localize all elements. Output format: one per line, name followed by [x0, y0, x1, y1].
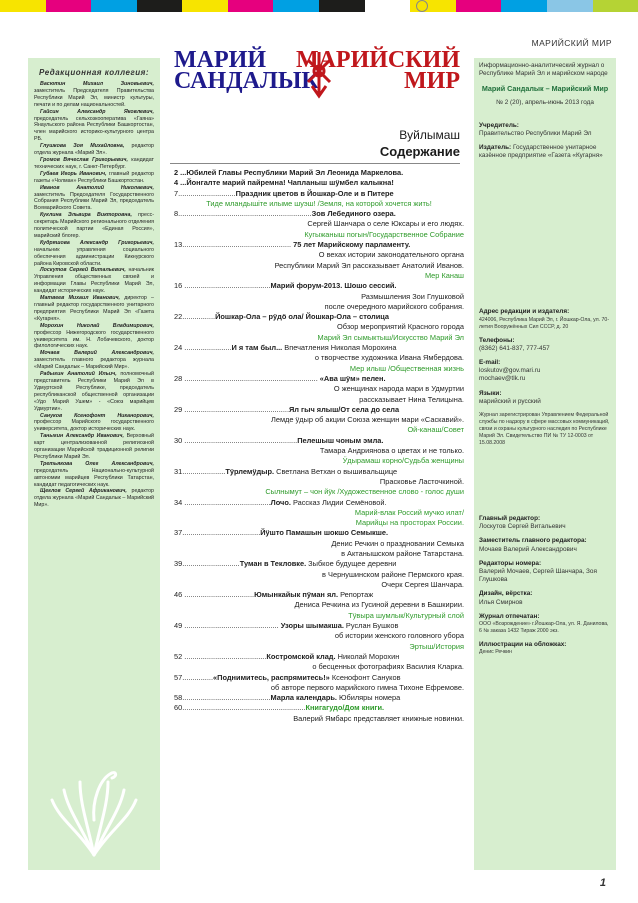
address-label: Адрес редакции и издателя: [479, 308, 570, 316]
toc-text: О вехах истории законодательного органа [318, 250, 464, 260]
printer: ООО «Возрождение» г.Йошкар-Ола, ул. Я. Данилова, 6 № заказа 1432 Тираж 2000 экз. [479, 621, 609, 635]
toc-text: Республики Марий Эл рассказывает Анатолий Иванов. [274, 260, 464, 270]
board-member [34, 371, 154, 412]
toc-text: 31..................... [174, 466, 226, 476]
toc-text: Эртыш/История [409, 641, 464, 651]
toc-text: 22................ [174, 312, 216, 322]
board-member [34, 109, 154, 144]
toc-text: 29 ................................................... [174, 404, 289, 414]
journal-title: Марий Сандалык – Марийский Мир [481, 84, 609, 94]
toc-article-title: И я там был... [231, 343, 283, 353]
toc-line [174, 467, 464, 477]
deputy-editor: Мочаев Валерий Александрович [479, 545, 577, 553]
toc-article-title: Йӱшто Памашын шокшо Семыкше. [260, 528, 389, 538]
toc-text: в Чернушинском районе Пермского края. [322, 569, 464, 579]
board-member [34, 267, 154, 295]
toc-text: 58........................................... [174, 693, 271, 703]
toc-article-title: Марла календарь. [270, 693, 337, 703]
toc-article-title: 75 лет Марийскому парламенту. [293, 240, 411, 250]
toc-article-title: Туман в Текловке. [239, 559, 307, 569]
toc-line [174, 292, 464, 302]
toc-article-title: Юмынкайык пӱман ял. [254, 590, 339, 600]
color-swatch [365, 0, 411, 12]
board-member-name: Иванов Анатолий Николаевич, [40, 184, 154, 191]
toc-line [174, 322, 464, 332]
board-member-name: Куклина Эльвира Викторовна, [40, 212, 132, 219]
toc-section-heading [174, 271, 464, 281]
toc-text: Прасковье Ласточкиной. [379, 476, 464, 486]
toc-line [174, 600, 464, 610]
board-member [34, 323, 154, 351]
board-member-name: Громов Вячеслав Григорьевич, [40, 156, 128, 163]
board-member [34, 157, 154, 171]
contents-title-russian: Содержание [379, 144, 460, 159]
toc-text: Ӱдырамаш корно/Судьба женщины [342, 456, 464, 466]
phone: (8362) 641-837, 777-457 [479, 344, 550, 352]
email-label: E-mail: [479, 359, 501, 367]
issue-editors: Валерий Мочаев, Сергей Шанчара, Зоя Глушкова [479, 568, 597, 584]
board-member-desc: председатель сельхозкооператива «Гаяна» Янаульского района Республики Башкортостан, член марийского историко-культурного центра РБ. [34, 115, 154, 143]
publisher: Государственное унитарное казённое предприятие «Газета «Кугарня» [479, 144, 603, 160]
toc-line [174, 621, 464, 631]
toc-text: Сылнымут – чон йӱк /Художественное слово - голос души [265, 487, 464, 497]
board-member-desc: главный редактор газеты «Чолман» Республики Башкортостан. [34, 170, 154, 184]
toc-text: Впечатления Николая Морохина [282, 343, 397, 353]
board-member-desc: Верховный карт централизованной религиозной организации Марийской традиционной религии Республики Марий Эл. [34, 433, 154, 460]
board-member [34, 143, 154, 157]
toc-line [174, 580, 464, 590]
board-member [34, 212, 154, 240]
board-member [34, 433, 154, 461]
color-swatch [273, 0, 319, 12]
toc-section-heading [174, 487, 464, 497]
toc-text: Марий-влак Россий мучко илат/ [354, 507, 464, 517]
contents-title-mari: Вуйлымаш [399, 128, 460, 142]
toc-text: Юбиляры номера [336, 693, 401, 703]
logo-russian-line2: МИР [404, 68, 460, 94]
toc-line [174, 446, 464, 456]
board-member [34, 350, 154, 371]
toc-text: Дениса Речкина из Гусиной деревни в Башкирии. [294, 600, 464, 610]
color-swatch [46, 0, 92, 12]
issue-editors-label: Редакторы номера: [479, 559, 542, 567]
color-swatch [593, 0, 638, 12]
toc-line [174, 240, 464, 250]
publisher-block [479, 144, 611, 160]
registration-info: Журнал зарегистрирован Управлением Федеральной службы по надзору в сфере массовых коммуникаций, связи и охраны культурного наследия по Республике Марий Эл. Свидетельство ПИ № ТУ 12-0003 от 15.08.2008 [479, 412, 610, 447]
toc-line [174, 250, 464, 260]
board-member-name: Васютин Михаил Зиновьевич, [40, 81, 154, 87]
toc-line [174, 662, 464, 672]
editorial-board-title: Редакционная коллегия: [39, 68, 149, 77]
toc-article-title: Зов Лебединого озера. [311, 209, 396, 219]
board-member-desc: заместитель Председателя Правительства Республики Марий Эл, министр культуры, печати и по делам национальностей. [34, 87, 154, 108]
toc-line [174, 477, 464, 487]
toc-text: Размышления Зои Глушковой [361, 291, 464, 301]
board-member-desc: пресс-секретарь Марийского регионального отделения политической партии «Единая Россия», марийский блогер. [34, 212, 155, 239]
toc-text: Марийцы на просторах России. [355, 518, 464, 528]
printer-label: Журнал отпечатан: [479, 612, 540, 620]
toc-line [174, 302, 464, 312]
board-member-desc: профессор Марийского государственного университета, доктор исторических наук. [34, 419, 154, 433]
toc-line [174, 559, 464, 569]
color-swatch [228, 0, 274, 12]
toc-text: Валерий Ямбарс представляет книжные новинки. [293, 713, 464, 723]
toc-text: Тамара Андриянова о цветах и не только. [319, 446, 464, 456]
toc-section-heading [174, 364, 464, 374]
toc-text: 57............... [174, 672, 214, 682]
toc-line [174, 209, 464, 219]
board-member-name: Радыгин Анатолий Ильич, [40, 371, 117, 378]
toc-line [174, 395, 464, 405]
toc-article-title: «Поднимитесь, распрямитесь!» [213, 672, 330, 682]
toc-section-heading [174, 333, 464, 343]
toc-text: 34 .......................................... [174, 497, 271, 507]
logo-mari-line1: МАРИЙ [174, 47, 266, 73]
toc-line [174, 528, 464, 538]
toc-text: Ксенофонт Сануков [329, 672, 401, 682]
toc-text: 13..................................................... [174, 240, 294, 250]
toc-line [174, 353, 464, 363]
toc-text: 28 ................................................................. [174, 373, 318, 383]
journal-intro: Информационно-аналитический журнал о Республике Марий Эл и марийском народе [479, 62, 608, 78]
deputy-editor-label: Заместитель главного редактора: [479, 537, 587, 545]
color-swatch [319, 0, 365, 12]
toc-line [174, 549, 464, 559]
contents-heading [170, 128, 460, 164]
toc-line [174, 539, 464, 549]
toc-article-title: Марий форум-2013. Шошо сессий. [270, 281, 397, 291]
toc-section-heading [174, 425, 464, 435]
board-member-desc: директор – главный редактор государственного унитарного предприятия Республики Марий Эл «Газета «Кугарня». [34, 295, 154, 322]
toc-text: Сергей Шанчара о селе Юксары и его людях. [307, 219, 464, 229]
toc-article-title: «Ава шӱм» пелен. [317, 373, 386, 383]
board-member-name: Губаев Игорь Иванович, [40, 170, 107, 177]
board-member-desc: начальник управления социального обеспечения администрации Кикнурского района Кировской области. [34, 246, 154, 267]
toc-article-title: Пелешыш чоным эмла. [297, 435, 384, 445]
toc-text: 46 .................................. [174, 590, 255, 600]
color-registration-strip [0, 0, 638, 14]
design-label: Дизайн, вёрстка: [479, 590, 533, 598]
toc-line [174, 703, 464, 713]
toc-line [174, 570, 464, 580]
toc-line [174, 631, 464, 641]
toc-text: после очередного марийского собрания. [324, 301, 464, 311]
toc-section-heading [174, 199, 464, 209]
toc-text: 39............................ [174, 559, 240, 569]
section-label: МАРИЙСКИЙ МИР [531, 38, 612, 48]
toc-section-heading [174, 642, 464, 652]
toc-text: Лемде ӱдыр об акции Союза женщин мари «Саскавий». [271, 415, 464, 425]
toc-article-title: Узоры шымакша. [278, 621, 344, 631]
toc-text: Светлана Ветхан о вышивальщице [274, 466, 398, 476]
board-member [34, 488, 154, 509]
editorial-board-list [34, 81, 154, 509]
board-member-desc: заместитель главного редактора журнала «Марий Сандалык – Марийский Мир». [34, 357, 154, 371]
toc-text: Мер илыш /Общественная жизнь [349, 363, 464, 373]
color-swatch [91, 0, 137, 12]
toc-line [174, 178, 464, 188]
toc-section-heading [174, 230, 464, 240]
imprint-panel [474, 58, 616, 870]
board-member [34, 295, 154, 323]
toc-line [174, 168, 464, 178]
languages-label: Языки: [479, 389, 502, 397]
toc-text: Очерк Сергея Шанчара. [381, 579, 464, 589]
toc-text: 49 .............................................. [174, 621, 279, 631]
board-member-desc: полномочный представитель Республики Марий Эл в Удмуртской Республике, председатель республиканской общественной организации «Удо Марий Ушем» - «Союз марийцев Удмуртии». [34, 371, 154, 412]
contents-column [174, 44, 464, 884]
toc-text: Репортаж [338, 590, 374, 600]
logo-russian-line1: МАРИЙСКИЙ [295, 47, 460, 73]
page-number: 1 [599, 877, 606, 889]
color-swatch [501, 0, 547, 12]
toc-line [174, 343, 464, 353]
swan-emblem-icon [48, 760, 140, 860]
board-member-name: Лоскутов Сергей Витальевич, [40, 267, 126, 274]
toc-line [174, 261, 464, 271]
board-member-name: Таныгин Александр Иванович, [40, 433, 124, 440]
toc-line [174, 189, 464, 199]
color-swatch [182, 0, 228, 12]
toc-section-heading [174, 456, 464, 466]
founder-label: Учредитель: [479, 121, 519, 129]
heading-divider [170, 163, 460, 164]
toc-article-title: Лочо. [270, 497, 291, 507]
toc-line [174, 312, 464, 322]
board-member [34, 171, 154, 185]
toc-text: Руслан Бушков [343, 621, 399, 631]
toc-section-heading [174, 611, 464, 621]
toc-line [174, 374, 464, 384]
toc-text: рассказывает Нина Телицына. [359, 394, 464, 404]
issue-info: № 2 (20), апрель-июнь 2013 года [496, 99, 594, 107]
toc-line [174, 281, 464, 291]
toc-line [174, 415, 464, 425]
board-member-desc: председатель Национально-культурной автономии марийцев Республики Татарстан, кандидат педагогических наук. [34, 467, 154, 488]
toc-text: 30 ....................................................... [174, 435, 298, 445]
toc-text: об авторе первого марийского гимна Тихоне Ефремове. [270, 682, 464, 692]
toc-text: Обзор мероприятий Красного города [337, 322, 464, 332]
toc-line [174, 683, 464, 693]
board-member [34, 185, 154, 213]
toc-text: Ой-канаш/Совет [407, 425, 464, 435]
color-swatch [456, 0, 502, 12]
editorial-board-panel [28, 58, 160, 870]
board-member-name: Глушкова Зоя Михайловна, [40, 143, 125, 150]
toc-text: 60............................................................ [174, 703, 306, 713]
email-2[interactable]: mochaev@tlk.ru [479, 375, 526, 383]
color-swatch [0, 0, 46, 12]
board-member-desc: редактор отдела журнала «Марий Сандалык – Марийский Мир». [34, 488, 154, 509]
board-member [34, 240, 154, 268]
board-member-name: Мочаев Валерий Александрович, [40, 350, 154, 357]
board-member-name: Сануков Ксенофонт Никанорович, [40, 412, 154, 419]
toc-text: о бесценных фотографиях Василия Кларка. [312, 662, 464, 672]
toc-line [174, 405, 464, 415]
board-member [34, 81, 154, 109]
toc-text: Мер Канаш [424, 270, 464, 280]
toc-article-title: 4 ...Йонгалте марий пайремна! Чапланыш шӱмбел калыкна! [174, 178, 394, 188]
toc-line [174, 384, 464, 394]
toc-text: 37...................................... [174, 528, 261, 538]
toc-text: 24 ....................... [174, 343, 232, 353]
publisher-label: Издатель: [479, 144, 512, 152]
toc-article-title: 2 ...Юбилей Главы Республики Марий Эл Леонида Маркелова. [174, 168, 404, 177]
languages: марийский и русский [479, 397, 541, 405]
toc-article-title: Йошкар-Ола – рӱдӧ ола/ Йошкар-Ола – столица [215, 312, 390, 322]
toc-article-title: Праздник цветов в Йошкар-Оле и в Питере [235, 188, 394, 198]
toc-article-title: Костромской клад. [266, 651, 336, 661]
toc-text: Кугыжаныш погын/Государственное Собрание [304, 229, 464, 239]
toc-text: 52 ........................................ [174, 651, 267, 661]
toc-text: 8................................................................. [174, 209, 312, 219]
board-member-name: Кудряшова Александр Григорьевич, [40, 239, 154, 246]
toc-text: 16 .......................................... [174, 281, 271, 291]
toc-text: 7............................ [174, 188, 236, 198]
board-member [34, 461, 154, 489]
toc-text: Тиде мландышіте илыме шуэш! /Земля, на которой хочется жить! [206, 198, 432, 208]
toc-line [174, 498, 464, 508]
toc-line [174, 436, 464, 446]
toc-text: Марий Эл сымыктыш/Искусство Марий Эл [317, 332, 464, 342]
toc-line [174, 673, 464, 683]
toc-text: Зыбкое будущее деревни [306, 559, 397, 569]
board-member [34, 413, 154, 434]
board-member-desc: кандидат технических наук, г. Санкт-Петербург. [34, 156, 154, 170]
toc-article-title: Книгагудо/Дом книги. [305, 703, 385, 713]
toc-section-heading [174, 518, 464, 528]
logo-mari-line2: САНДАЛЫК [174, 68, 319, 94]
phone-label: Телефоны: [479, 336, 515, 344]
board-member-name: Гайсин Александр Яковлевич, [40, 108, 154, 115]
board-member-desc: заместитель Председателя Государственного Собрания Республики Марий Эл, председатель Всемарийского Совета. [34, 191, 154, 212]
color-swatch [547, 0, 593, 12]
toc-article-title: Ял гыч ялыш/От села до села [289, 404, 400, 414]
board-member-name: Щеглов Сергей Африканович, [40, 488, 127, 495]
toc-text: в Актанышском районе Татарстана. [341, 548, 464, 558]
founder: Правительство Республики Марий Эл [479, 129, 592, 137]
toc-text: об истории женского головного убора [334, 631, 464, 641]
board-member-name: Матвеев Михаил Иванович, [40, 295, 121, 302]
designer: Илья Смирнов [479, 598, 523, 606]
toc-section-heading [174, 508, 464, 518]
registration-mark-icon [416, 0, 428, 12]
toc-line [174, 714, 464, 724]
toc-text: Тӱвыра шумлык/Культурный слой [348, 610, 464, 620]
toc-line [174, 219, 464, 229]
toc-text: Рассказ Лидии Семёновой. [290, 497, 387, 507]
toc-text: Денис Речкин о праздновании Семыка [331, 538, 464, 548]
board-member-desc: начальник Управления общественных связей и информации Главы Республики Марий Эл, кандидат исторических наук. [34, 267, 154, 295]
address: 424006, Республика Марий Эл, г. Йошкар-Ола, ул. 70-летия Вооружённых Сил СССР, д. 20 [479, 316, 610, 330]
toc-line [174, 652, 464, 662]
toc-text: Николай Морохин [335, 651, 400, 661]
cover-illustrations: Денис Речкин [479, 649, 512, 656]
toc-article-title: Тӱрлемӱдыр. [225, 466, 275, 476]
toc-text: О женщинах народа мари в Удмуртии [333, 384, 464, 394]
chief-editor: Лоскутов Сергей Витальевич [479, 523, 566, 531]
board-member-name: Третьякова Олег Александрович, [40, 460, 154, 467]
board-member-name: Морохин Николай Владимирович, [40, 322, 154, 329]
toc-text: о творчестве художника Ивана Ямбердова. [314, 353, 464, 363]
toc-line [174, 590, 464, 600]
chief-editor-label: Главный редактор: [479, 515, 541, 523]
logo-russian [295, 47, 460, 94]
email-1[interactable]: loskutov@gov.mari.ru [479, 367, 541, 375]
board-member-desc: профессор Нижегородского государственного университета им. Н. Лобачевского, доктор филологических наук. [34, 329, 154, 350]
cover-illustrations-label: Иллюстрации на обложках: [479, 641, 567, 649]
toc-line [174, 693, 464, 703]
table-of-contents [174, 168, 464, 724]
color-swatch [137, 0, 183, 12]
board-member-desc: редактор отдела журнала «Марий Эл». [34, 143, 154, 157]
